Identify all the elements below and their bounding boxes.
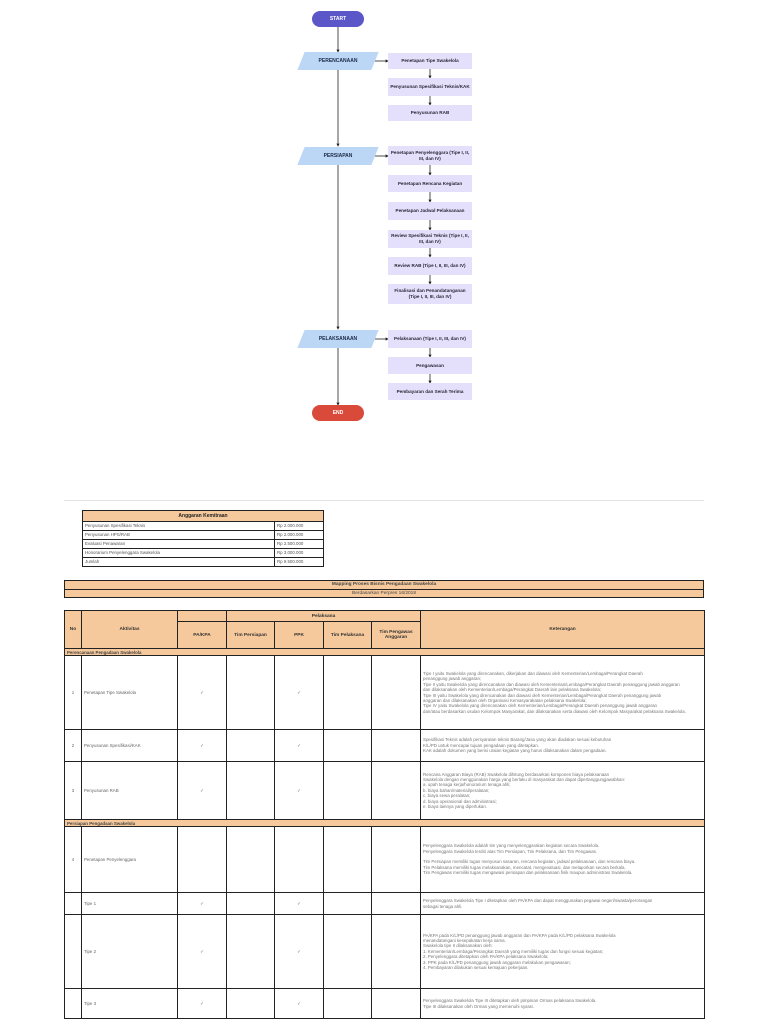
keterangan-line: d. biaya operasional dan administrasi;: [423, 798, 497, 804]
step-penetapan-tipe: Penetapan Tipe Swakelola: [388, 53, 472, 69]
keterangan-line: Tim Pelaksana memiliki tugas melaksanakan, mencatat, mengevaluasi, dan melaporkan secara berkala.: [423, 864, 626, 870]
row-aktivitas: Tipe 3: [82, 989, 178, 1019]
row-tpw-mark: [372, 730, 421, 762]
row-tp-mark: [227, 762, 275, 820]
col-tim-pelaksana: Tim Pelaksana: [324, 622, 372, 649]
row-tpl-mark: [324, 893, 372, 915]
keterangan-line: Tipe I yaitu Swakelola yang direncanakan, dikerjakan dan diawasi oleh Kementerian/Lembaga/Perangkat Daerah: [423, 670, 643, 676]
keterangan-line: Penyelenggara Swakelola adalah tim yang menyelenggarakan kegiatan secara Swakelola.: [423, 843, 600, 849]
table-row: [65, 915, 705, 989]
row-aktivitas: Tipe 1: [82, 893, 178, 915]
phase-label: PERSIAPAN: [323, 153, 353, 159]
row-keterangan: [421, 989, 705, 1019]
budget-value: Rp 2.000.000: [277, 532, 304, 537]
row-aktivitas: Tipe 2: [82, 915, 178, 989]
budget-row: [83, 549, 323, 558]
keterangan-line: Tim Persiapan memiliki tugas menyusun sasaran, rencana kegiatan, jadwal pelaksanaan, dan rencana biaya.: [423, 859, 636, 865]
mapping-subtitle: Berdasarkan Perpres 16/2018: [64, 589, 704, 598]
row-ppk-mark: ✓: [275, 762, 324, 820]
budget-label: Penyusunan Spesifikasi Teknis: [83, 522, 275, 530]
row-tpw-mark: [372, 989, 421, 1019]
end-terminal: END: [312, 405, 364, 421]
step-spesifikasi: Penyusunan Spesifikasi Teknis/KAK: [388, 78, 472, 96]
row-pa-mark: ✓: [178, 893, 227, 915]
row-ppk-mark: ✓: [275, 989, 324, 1019]
step-finalisasi: Finalisasi dan Penandatanganan (Tipe I, II, III, dan IV): [388, 284, 472, 304]
step-review-spek: Review Spesifikasi Teknis (Tipe I, II, III, dan IV): [388, 230, 472, 248]
keterangan-line: Tim Pengawas memiliki tugas mengawasi persiapan dan pelaksanaan fisik maupun administrasi Swakelola.: [423, 870, 633, 876]
keterangan-line: penanggung jawab anggaran;: [423, 676, 482, 682]
table-row: [65, 989, 705, 1019]
row-keterangan: [421, 893, 705, 915]
col-tim-persiapan: Tim Persiapan: [227, 622, 275, 649]
keterangan-line: Swakelola dengan menggunakan harga yang berlaku di masyarakat dan dapat dipertanggungjawabkan:: [423, 776, 626, 782]
col-pa-kpa: PA/KPA: [178, 622, 227, 649]
keterangan-line: Swakelola tipe II dilaksanakan oleh:: [423, 943, 493, 949]
keterangan-line: Tipe III dilaksanakan oleh Ormas yang memenuhi syarat.: [423, 1003, 534, 1009]
col-tim-pengawas: Tim Pengawas Anggaran: [372, 622, 421, 649]
step-pengawasan: Pengawasan: [388, 357, 472, 374]
keterangan-line: Penyelenggara Swakelola Tipe III ditetapkan oleh pimpinan Ormas pelaksana Swakelola.: [423, 998, 597, 1004]
keterangan-line: 2. Penyelenggara ditetapkan oleh PA/KPA pelaksana Swakelola;: [423, 954, 549, 960]
row-aktivitas: Penetapan Penyelenggara: [82, 827, 178, 893]
phase-perencanaan: [301, 52, 375, 70]
section-title: Persiapan Pengadaan Swakelola: [65, 820, 705, 827]
row-tp-mark: [227, 989, 275, 1019]
step-review-rab: Review RAB (Tipe I, II, III, dan IV): [388, 257, 472, 275]
flowchart-connectors: [0, 0, 768, 440]
keterangan-line: Tipe III yaitu Swakelola yang direncanakan dan diawasi oleh Kementerian/Lembaga/Perangkat Daerah penanggung jawab: [423, 692, 662, 698]
budget-label: Honorarium Penyelenggara Swakelola: [83, 549, 275, 557]
budget-value: Rp 3.000.000: [277, 550, 304, 555]
budget-row: [83, 522, 323, 531]
keterangan-line: Tipe IV yaitu Swakelola yang direncanakan oleh Kementerian/Lembaga/Perangkat Daerah penanggung jawab anggaran: [423, 703, 657, 709]
row-tpw-mark: [372, 827, 421, 893]
step-penyelenggara: Penetapan Penyelenggara (Tipe I, II, III, dan IV): [388, 146, 472, 165]
keterangan-line: e. biaya lainnya yang diperlukan.: [423, 804, 487, 810]
step-rab: Penyusunan RAB: [388, 105, 472, 121]
row-ppk-mark: ✓: [275, 893, 324, 915]
keterangan-line: dan dilaksanakan oleh Kementerian/Lembaga/Perangkat Daerah lain pelaksana Swakelola;: [423, 687, 601, 693]
row-tp-mark: [227, 893, 275, 915]
budget-label: Evaluasi Penawaran: [83, 540, 275, 548]
keterangan-line: 1. Kementerian/Lembaga/Perangkat Daerah yang memiliki tugas dan fungsi sesuai kegiatan;: [423, 948, 604, 954]
row-tpl-mark: [324, 989, 372, 1019]
document-sheet: [64, 500, 704, 1024]
section-row: [65, 820, 705, 827]
keterangan-line: c. biaya sewa peralatan;: [423, 793, 471, 799]
phase-pelaksanaan: [301, 330, 375, 348]
row-pa-mark: [178, 827, 227, 893]
keterangan-line: Rencana Anggaran Biaya (RAB) Swakelola dihitung berdasarkan komponen biaya pelaksanaan: [423, 771, 610, 777]
keterangan-line: menandatangani kesepakatan kerja sama.: [423, 937, 506, 943]
row-tpl-mark: [324, 827, 372, 893]
keterangan-line: K/L/PD untuk mencapai tujuan pengadaan yang ditetapkan.: [423, 742, 539, 748]
row-ppk-mark: [275, 827, 324, 893]
keterangan-line: Penyelenggara Swakelola terdiri atas Tim Persiapan, Tim Pelaksana, dan Tim Pengawas.: [423, 848, 598, 854]
table-row: [65, 656, 705, 730]
row-no: [65, 893, 82, 915]
table-row: [65, 893, 705, 915]
row-no: 1: [65, 656, 82, 730]
keterangan-line: anggaran dan dilaksanakan oleh Organisasi Kemasyarakatan pelaksana Swakelola;: [423, 697, 587, 703]
row-pa-mark: ✓: [178, 656, 227, 730]
step-jadwal: Penetapan Jadwal Pelaksanaan: [388, 202, 472, 220]
budget-box: [82, 510, 324, 567]
table-row: [65, 827, 705, 893]
keterangan-line: 3. PPK pada K/L/PD penanggung jawab anggaran melakukan pengawasan;: [423, 959, 571, 965]
keterangan-line: KAK adalah dokumen yang berisi uraian kegiatan yang harus dilaksanakan dalam pengadaan.: [423, 748, 607, 754]
row-keterangan: [421, 915, 705, 989]
keterangan-line: Spesifikasi Teknis adalah persyaratan teknis Barang/Jasa yang akan diadakan sesuai kebutuhan: [423, 737, 612, 743]
row-no: 2: [65, 730, 82, 762]
phase-label: PERENCANAAN: [318, 58, 358, 64]
row-ppk-mark: ✓: [275, 730, 324, 762]
keterangan-line: a. upah tenaga kerja/honorarium tenaga ahli;: [423, 782, 511, 788]
budget-label: Penyusunan HPS/RAB: [83, 531, 275, 539]
row-tp-mark: [227, 915, 275, 989]
row-ppk-mark: ✓: [275, 915, 324, 989]
start-terminal: START: [312, 11, 364, 27]
row-no: 4: [65, 827, 82, 893]
budget-value: Rp 2.000.000: [277, 523, 304, 528]
row-keterangan: [421, 730, 705, 762]
row-pa-mark: ✓: [178, 762, 227, 820]
keterangan-line: 4. Pembayaran dilakukan sesuai kemajuan pekerjaan.: [423, 965, 529, 971]
budget-row: [83, 531, 323, 540]
budget-row: [83, 540, 323, 549]
keterangan-line: sebagai tenaga ahli.: [423, 903, 463, 909]
row-pa-mark: ✓: [178, 989, 227, 1019]
section-row: [65, 649, 705, 656]
row-tpl-mark: [324, 656, 372, 730]
keterangan-line: b. biaya bahan/material/peralatan;: [423, 787, 490, 793]
section-title: Perencanaan Pengadaan Swakelola: [65, 649, 705, 656]
col-pelaksana: Pelaksana: [227, 611, 421, 622]
budget-label: Jumlah: [83, 558, 275, 566]
keterangan-line: Tipe II yaitu Swakelola yang direncanakan dan diawasi oleh Kementerian/Lembaga/Perangkat Daerah penanggung jawab anggaran: [423, 681, 680, 687]
row-tpl-mark: [324, 730, 372, 762]
col-ppk: PPK: [275, 622, 324, 649]
phase-persiapan: [301, 147, 375, 165]
budget-value: Rp 2.500.000: [277, 541, 304, 546]
row-tpw-mark: [372, 893, 421, 915]
budget-title: Anggaran Kemitraan: [83, 511, 323, 522]
row-tpl-mark: [324, 762, 372, 820]
keterangan-line: PA/KPA pada K/L/PD penanggung jawab anggaran dan PA/KPA pada K/L/PD pelaksana Swakelola: [423, 932, 616, 938]
step-rencana: Penetapan Rencana Kegiatan: [388, 175, 472, 192]
row-tpw-mark: [372, 656, 421, 730]
row-tp-mark: [227, 827, 275, 893]
step-pelaksanaan: Pelaksanaan (Tipe I, II, III, dan IV): [388, 330, 472, 348]
keterangan-line: dan/atau berdasarkan usulan Kelompok Masyarakat, dan dilaksanakan serta diawasi oleh Kelompok Masyarakat pelaksana Swakelola.: [423, 708, 686, 714]
mapping-title: Mapping Proses Bisnis Pengadaan Swakelola: [64, 580, 704, 590]
step-pembayaran: Pembayaran dan Serah Terima: [388, 383, 472, 400]
budget-row: [83, 558, 323, 566]
table-row: [65, 730, 705, 762]
row-no: 3: [65, 762, 82, 820]
row-ppk-mark: ✓: [275, 656, 324, 730]
row-aktivitas: Penyusunan RAB: [82, 762, 178, 820]
col-no: No: [65, 611, 82, 649]
col-aktivitas: Aktivitas: [82, 611, 178, 649]
row-tp-mark: [227, 730, 275, 762]
table-row: [65, 762, 705, 820]
row-pa-mark: ✓: [178, 915, 227, 989]
row-keterangan: [421, 656, 705, 730]
row-no: [65, 915, 82, 989]
row-aktivitas: Penetapan Tipe Swakelola: [82, 656, 178, 730]
row-aktivitas: Penyusunan Spesifikasi/KAK: [82, 730, 178, 762]
budget-value: Rp 9.500.000: [277, 559, 304, 564]
row-tpw-mark: [372, 915, 421, 989]
flowchart: [0, 0, 768, 440]
row-keterangan: [421, 762, 705, 820]
col-keterangan: Keterangan: [421, 611, 705, 649]
row-keterangan: [421, 827, 705, 893]
keterangan-line: Penyelenggara Swakelola Tipe I ditetapkan oleh PA/KPA dan dapat menggunakan pegawai negeri/swasta/perorangan: [423, 898, 653, 904]
row-tpl-mark: [324, 915, 372, 989]
row-tp-mark: [227, 656, 275, 730]
phase-label: PELAKSANAAN: [318, 336, 358, 342]
row-no: [65, 989, 82, 1019]
row-pa-mark: ✓: [178, 730, 227, 762]
row-tpw-mark: [372, 762, 421, 820]
process-table: [64, 610, 705, 1019]
